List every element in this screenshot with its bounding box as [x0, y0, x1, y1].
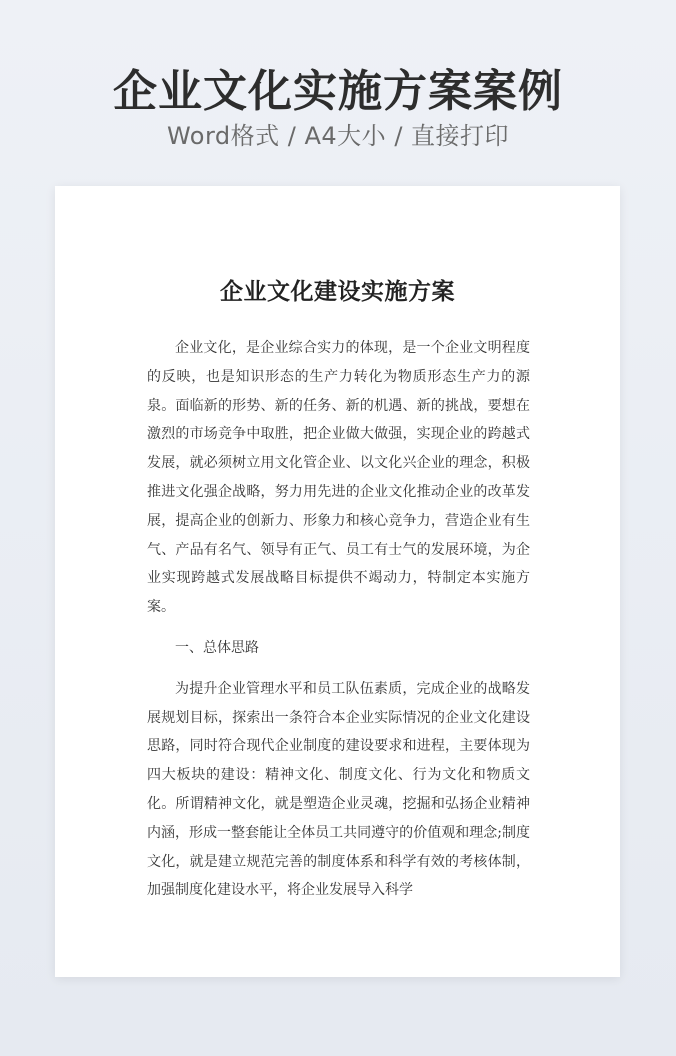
paragraph-overall-approach: 为提升企业管理水平和员工队伍素质，完成企业的战略发展规划目标，探索出一条符合本企业实际情况的企业文化建设思路，同时符合现代企业制度的建设要求和进程，主要体现为四大板块的建设：精神文化、制度文化、行为文化和物质文化。所谓精神文化，就是塑造企业灵魂，挖掘和弘扬企业精神内涵，形成一整套能让全体员工共同遵守的价值观和理念;制度文化，就是建立规范完善的制度体系和科学有效的考核体制，加强制度化建设水平，将企业发展导入科学	[147, 680, 530, 899]
document-body	[147, 334, 530, 905]
page-title: 企业文化实施方案案例	[113, 66, 563, 117]
page-subtitle: Word格式 / A4大小 / 直接打印	[166, 122, 510, 150]
document-page	[55, 186, 620, 977]
document-title: 企业文化建设实施方案	[220, 279, 455, 305]
section-heading: 一、总体思路	[175, 639, 259, 656]
paragraph-intro: 企业文化，是企业综合实力的体现，是一个企业文明程度的反映，也是知识形态的生产力转化为物质形态生产力的源泉。面临新的形势、新的任务、新的机遇、新的挑战，要想在激烈的市场竞争中取胜，把企业做大做强，实现企业的跨越式发展，就必须树立用文化管企业、以文化兴企业的理念，积极推进文化强企战略，努力用先进的企业文化推动企业的改革发展，提高企业的创新力、形象力和核心竞争力，营造企业有生气、产品有名气、领导有正气、员工有士气的发展环境，为企业实现跨越式发展战略目标提供不竭动力，特制定本实施方案。	[147, 340, 530, 616]
